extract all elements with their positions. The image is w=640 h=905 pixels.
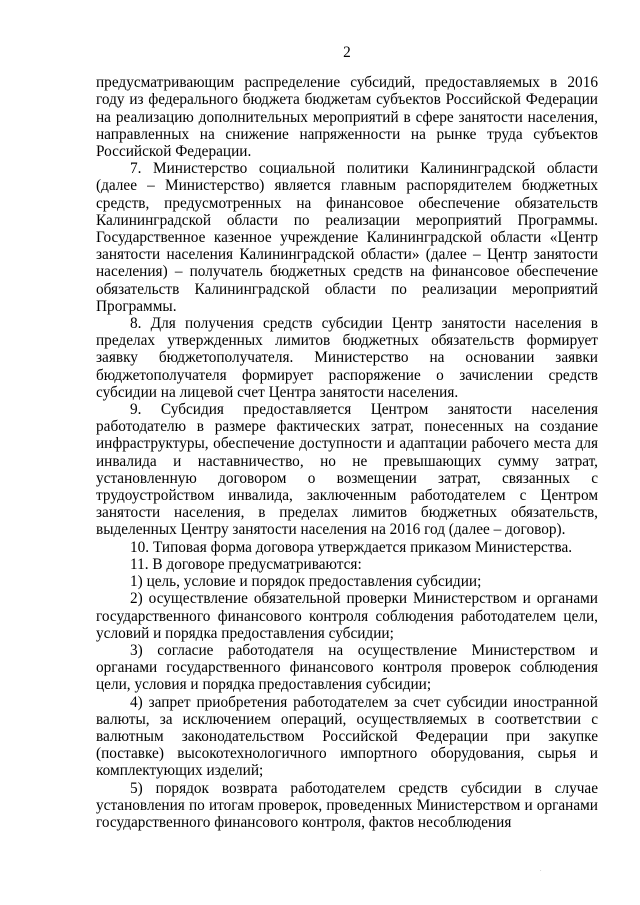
paragraph: 8. Для получения средств субсидии Центр занятости населения в пределах утвержденных лимитов бюджетных обязательств формирует заявку бюджетополучателя. Министерство на основании заявки бюджетополучателя формирует распоряжение о зачислении средств субсидии на лицевой счет Центра занятости населения. <box>96 315 598 401</box>
paragraph: 11. В договоре предусматриваются: <box>130 555 362 573</box>
paragraph: 2) осуществление обязательной проверки Министерством и органами государственного финансового контроля соблюдения работодателем цели, условий и порядка предоставления субсидии; <box>96 590 598 642</box>
paragraph: 4) запрет приобретения работодателем за счет субсидии иностранной валюты, за исключением операций, осуществляемых в соответствии с валютным законодательством Российской Федерации при закупке (поставке) высокотехнологичного импортного оборудования, сырья и комплектующих изделий; <box>96 693 598 780</box>
paragraph: 10. Типовая форма договора утверждается приказом Министерства. <box>130 538 573 556</box>
paragraph: 7. Министерство социальной политики Калининградской области (далее – Министерство) является главным распорядителем бюджетных средств, предусмотренных на финансовое обеспечение обязательств Калининградской области по реализации мероприятий Программы. Государственное казенное учреждение Калининградской области «Центр занятости населения Калининградской области» (далее – Центр занятости населения) – получатель бюджетных средств на финансовое обеспечение обязательств Калининградской области по реализации мероприятий Программы. <box>96 160 598 315</box>
paragraph: 1) цель, условие и порядок предоставления субсидии; <box>130 573 482 591</box>
paragraph: 5) порядок возврата работодателем средств субсидии в случае установления по итогам проверок, проведенных Министерством и органами государственного финансового контроля, фактов несоблюдения <box>96 779 598 831</box>
scan-mark: . <box>540 867 542 873</box>
paragraph: предусматривающим распределение субсидий, предоставляемых в 2016 году из федерального бюджета бюджетам субъектов Российской Федерации на реализацию дополнительных мероприятий в сфере занятости населения, направленных на снижение напряженности на рынке труда субъектов Российской Федерации. <box>96 74 598 161</box>
paragraph: 3) согласие работодателя на осуществление Министерством и органами государственного финансового контроля проверок соблюдения цели, условия и порядка предоставления субсидии; <box>96 641 598 694</box>
paragraph: 9. Субсидия предоставляется Центром занятости населения работодателю в размере фактических затрат, понесенных на создание инфраструктуры, обеспечение доступности и адаптации рабочего места для инвалида и наставничество, но не превышающих сумму затрат, установленную договором о возмещении затрат, связанных с трудоустройством инвалида, заключенным работодателем с Центром занятости населения, в пределах лимитов бюджетных обязательств, выделенных Центру занятости населения на 2016 год (далее – договор). <box>96 401 598 539</box>
page-number: 2 <box>343 44 351 61</box>
document-body <box>96 74 598 831</box>
